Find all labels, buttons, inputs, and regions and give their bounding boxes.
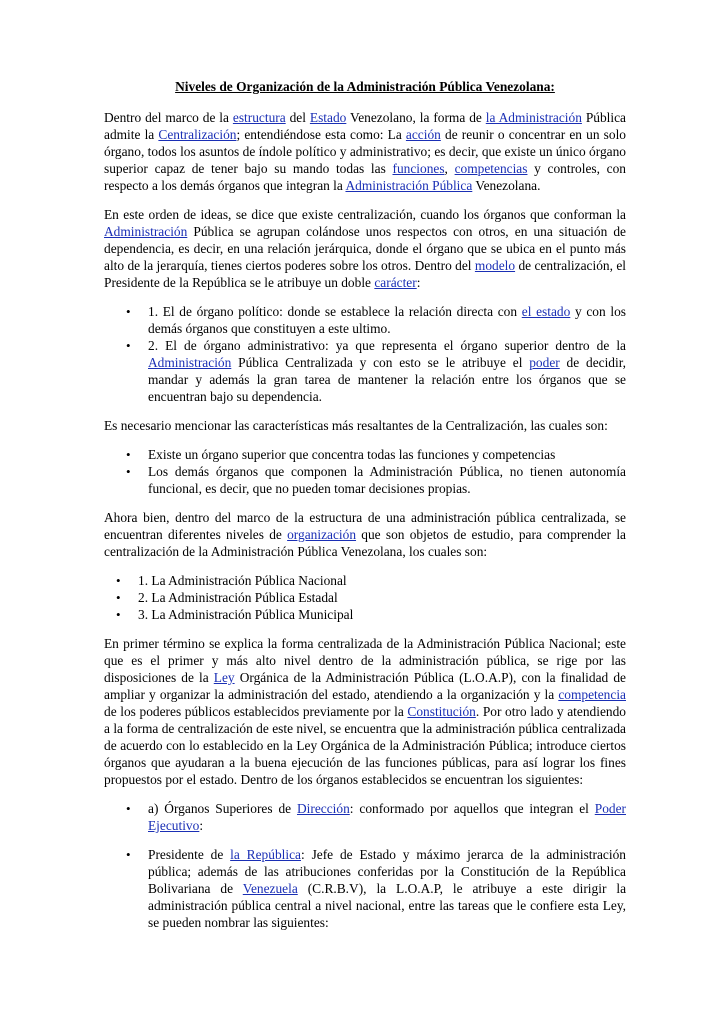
link-centralizacion[interactable]: Centralización <box>158 127 237 142</box>
list-doble-caracter <box>104 303 626 405</box>
text: a) Órganos Superiores de <box>148 801 297 816</box>
bullet-icon: • <box>116 607 121 622</box>
list-item <box>104 303 626 337</box>
text: 1. El de órgano político: donde se establece la relación directa con <box>148 304 522 319</box>
link-el-estado[interactable]: el estado <box>521 304 571 319</box>
paragraph-intro <box>104 109 626 194</box>
link-administracion-publica[interactable]: Administración Pública <box>345 178 473 193</box>
text: de los poderes públicos establecidos previamente por la <box>104 704 408 719</box>
link-modelo[interactable]: modelo <box>474 258 516 273</box>
text: : <box>416 275 421 290</box>
paragraph-caracteristicas: Es necesario mencionar las características más resaltantes de la Centralización, las cuales son: <box>104 418 608 433</box>
text: , <box>444 161 455 176</box>
link-caracter[interactable]: carácter <box>374 275 417 290</box>
text: 2. La Administración Pública Estadal <box>138 590 338 605</box>
list-caracteristicas <box>104 446 626 497</box>
list-item <box>104 800 626 834</box>
link-venezuela[interactable]: Venezuela <box>242 881 298 896</box>
text: Ahora bien, dentro del marco de la estructura de una administración pública centralizada, se encuentran diferentes niveles de <box>104 510 626 542</box>
text: de centralización, el Presidente de la República se le atribuye un doble <box>104 258 626 290</box>
bullet-icon: • <box>126 338 131 353</box>
text: 2. El de órgano administrativo: ya que representa el órgano superior dentro de la <box>148 338 626 353</box>
link-la-republica[interactable]: la República <box>230 847 301 862</box>
link-competencias[interactable]: competencias <box>454 161 528 176</box>
bullet-icon: • <box>116 590 121 605</box>
text: 1. La Administración Pública Nacional <box>138 573 347 588</box>
link-ley[interactable]: Ley <box>213 670 235 685</box>
link-direccion[interactable]: Dirección <box>296 801 350 816</box>
text: y controles, con respecto a los demás órganos que integran la <box>104 161 626 193</box>
link-constitucion[interactable]: Constitución <box>407 704 476 719</box>
link-estructura[interactable]: estructura <box>232 110 286 125</box>
list-item <box>104 446 626 463</box>
text: Venezolano, la forma de <box>346 110 486 125</box>
text: En primer término se explica la forma centralizada de la Administración Pública Nacional; este que es el primer y más alto nivel dentro de la administración pública, se rige por las disposiciones de la <box>104 636 626 685</box>
list-item <box>104 846 626 931</box>
list-item <box>104 589 626 606</box>
link-organizacion[interactable]: organización <box>287 527 357 542</box>
text: y con los demás órganos que constituyen a este ultimo. <box>148 304 626 336</box>
list-item <box>104 337 626 405</box>
text: : <box>199 818 204 833</box>
text: Pública admite la <box>104 110 627 142</box>
text: Orgánica de la Administración Pública (L.O.A.P), con la finalidad de ampliar y organizar la administración del estado, atendiendo a la organización y la <box>104 670 626 702</box>
link-administracion-2[interactable]: Administración <box>148 355 232 370</box>
text: (C.R.B.V), la L.O.A.P, le atribuye a este dirigir la administración pública central a nivel nacional, entre las tareas que le confiere esta Ley, se pueden nombrar las siguientes: <box>148 881 627 930</box>
list-item <box>104 572 626 589</box>
text: Pública Centralizada y con esto se le atribuye el <box>231 355 530 370</box>
paragraph-nacional <box>104 635 626 788</box>
bullet-icon: • <box>116 573 121 588</box>
text: . Por otro lado y atendiendo a la forma de centralización de este nivel, se encuentra que la administración pública centralizada de acuerdo con lo establecido en la Ley Orgánica de la Administración Pública; introduce ciertos órganos que ayudaran a la buena ejecución de las funciones públicas, para así lograr los fines propuestos por el estado. Dentro de los órganos establecidos se encuentran los siguientes: <box>104 704 626 787</box>
text: de reunir o concentrar en un solo órgano, todos los asuntos de índole político y administrativo; es decir, que existe un único órgano superior capaz de tener bajo su mando todas las <box>104 127 626 176</box>
bullet-icon: • <box>126 447 131 462</box>
text: Existe un órgano superior que concentra todas las funciones y competencias <box>148 447 556 462</box>
list-organos <box>104 800 626 931</box>
link-administracion[interactable]: Administración <box>104 224 188 239</box>
bullet-icon: • <box>126 304 131 319</box>
link-poder-ejecutivo[interactable]: Poder Ejecutivo <box>148 801 626 833</box>
list-item <box>104 606 626 623</box>
text: ; entendiéndose esta como: La <box>236 127 406 142</box>
link-competencia[interactable]: competencia <box>558 687 626 702</box>
text: Dentro del marco de la <box>104 110 233 125</box>
bullet-icon: • <box>126 801 131 816</box>
list-niveles <box>104 572 626 623</box>
text: del <box>285 110 310 125</box>
bullet-icon: • <box>126 847 131 862</box>
text: que son objetos de estudio, para comprender la centralización de la Administración Pública Venezolana, los cuales son: <box>104 527 626 559</box>
text: Presidente de <box>148 847 231 862</box>
text: : conformado por aquellos que integran el <box>349 801 595 816</box>
text: Venezolana. <box>472 178 541 193</box>
document-title: Niveles de Organización de la Administración Pública Venezolana: <box>175 79 555 94</box>
paragraph-niveles <box>104 509 626 560</box>
text: Pública se agrupan colándose unos respectos con otros, en una situación de dependencia, es decir, en una relación jerárquica, donde el órgano que se ubica en el punto más alto de la jerarquía, tienes ciertos poderes sobre los otros. Dentro del <box>104 224 626 273</box>
bullet-icon: • <box>126 464 131 479</box>
text: : Jefe de Estado y máximo jerarca de la administración pública; además de las atribuciones conferidas por la Constitución de la República Bolivariana de <box>148 847 626 896</box>
text: Los demás órganos que componen la Administración Pública, no tienen autonomía funcional, es decir, que no pueden tomar decisiones propias. <box>148 464 626 496</box>
link-funciones[interactable]: funciones <box>392 161 445 176</box>
text: 3. La Administración Pública Municipal <box>138 607 354 622</box>
link-estado[interactable]: Estado <box>309 110 347 125</box>
text: En este orden de ideas, se dice que existe centralización, cuando los órganos que conforman la <box>104 207 626 222</box>
list-item <box>104 463 626 497</box>
text: de decidir, mandar y además la gran tarea de mantener la relación entre los órganos que se encuentran bajo su dependencia. <box>148 355 626 404</box>
paragraph-centralizacion <box>104 206 626 291</box>
link-la-administracion[interactable]: la Administración <box>485 110 582 125</box>
link-accion[interactable]: acción <box>405 127 441 142</box>
link-poder[interactable]: poder <box>529 355 560 370</box>
